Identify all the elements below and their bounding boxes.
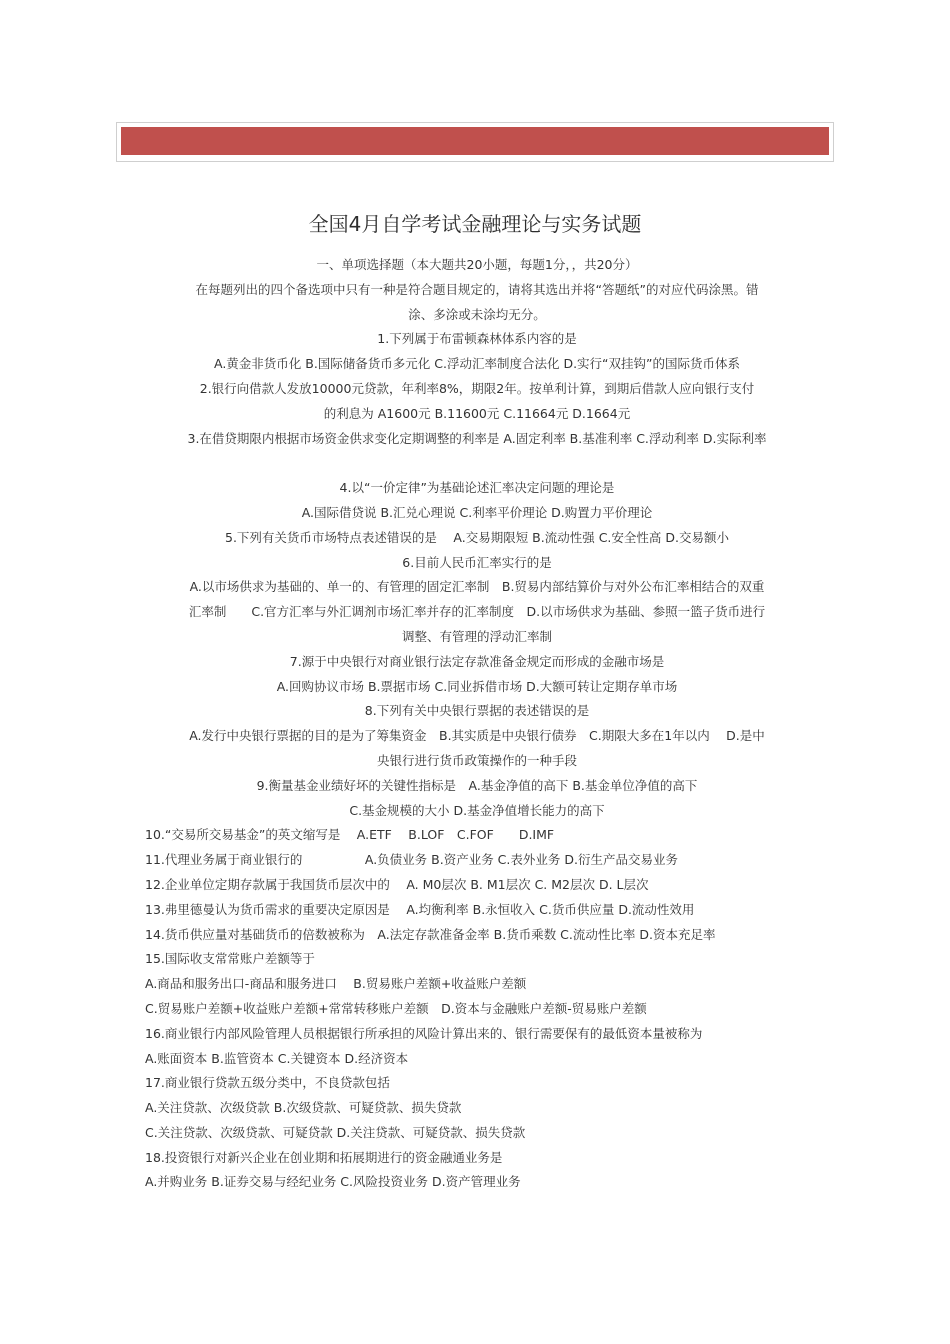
question-18-options: A.并购业务 B.证券交易与经纪业务 C.风险投资业务 D.资产管理业务 xyxy=(145,1174,521,1190)
question-1: 1.下列属于布雷顿森林体系内容的是 xyxy=(377,331,577,347)
question-16: 16.商业银行内部风险管理人员根据银行所承担的风险计算出来的、银行需要保有的最低资本量被称为 xyxy=(145,1025,703,1041)
question-2-cont: 的利息为 A1600元 B.11600元 C.11664元 D.1664元 xyxy=(323,405,631,421)
question-12: 12.企业单位定期存款属于我国货币层次中的 A. M0层次 B. M1层次 C. M2层次 D. L层次 xyxy=(145,876,649,892)
question-18: 18.投资银行对新兴企业在创业期和拓展期进行的资金融通业务是 xyxy=(145,1149,503,1165)
question-6-options: A.以市场供求为基础的、单一的、有管理的固定汇率制 B.贸易内部结算价与对外公布汇率相结合的双重 xyxy=(189,579,765,595)
question-8: 8.下列有关中央银行票据的表述错误的是 xyxy=(364,703,590,719)
instructions-cont: 涂、多涂或未涂均无分。 xyxy=(408,306,546,322)
question-7: 7.源于中央银行对商业银行法定存款准备金规定而形成的金融市场是 xyxy=(289,653,665,669)
question-17: 17.商业银行贷款五级分类中，不良贷款包括 xyxy=(145,1075,390,1091)
question-4: 4.以“一价定律”为基础论述汇率决定问题的理论是 xyxy=(339,480,615,496)
question-6: 6.目前人民币汇率实行的是 xyxy=(402,554,552,570)
question-8-options-cont: 央银行进行货币政策操作的一种手段 xyxy=(376,752,577,768)
question-15-options-cont: C.贸易账户差额+收益账户差额+常常转移账户差额 D.资本与金融账户差额-贸易账户差额 xyxy=(145,1000,647,1016)
question-1-options: A.黄金非货币化 B.国际储备货币多元化 C.浮动汇率制度合法化 D.实行“双挂钩”的国际货币体系 xyxy=(213,356,741,372)
question-10: 10.“交易所交易基金”的英文缩写是 A.ETF B.LOF C.FOF D.IMF xyxy=(145,827,555,843)
question-15: 15.国际收支常常账户差额等于 xyxy=(145,951,315,967)
question-16-options: A.账面资本 B.监管资本 C.关键资本 D.经济资本 xyxy=(145,1050,409,1066)
question-4-options: A.国际借贷说 B.汇兑心理说 C.利率平价理论 D.购置力平价理论 xyxy=(301,504,653,520)
question-9-options: C.基金规模的大小 D.基金净值增长能力的高下 xyxy=(349,802,605,818)
question-17-options-cont: C.关注贷款、次级贷款、可疑贷款 D.关注贷款、可疑贷款、损失贷款 xyxy=(145,1124,526,1140)
question-6-options-end: 调整、有管理的浮动汇率制 xyxy=(401,628,552,644)
section-heading: 一、单项选择题（本大题共20小题，每题1分，，共20分） xyxy=(316,257,638,272)
question-7-options: A.回购协议市场 B.票据市场 C.同业拆借市场 D.大额可转让定期存单市场 xyxy=(276,678,678,694)
question-11: 11.代理业务属于商业银行的 A.负债业务 B.资产业务 C.表外业务 D.衍生产品交易业务 xyxy=(145,852,678,868)
question-13: 13.弗里德曼认为货币需求的重要决定原因是 A.均衡利率 B.永恒收入 C.货币供应量 D.流动性效用 xyxy=(145,901,695,917)
spacer xyxy=(145,451,809,476)
instructions: 在每题列出的四个备选项中只有一种是符合题目规定的，请将其选出并将“答题纸”的对应代码涂黑。错 xyxy=(195,281,759,297)
banner-red-bar xyxy=(121,127,829,155)
exam-content xyxy=(145,253,809,1195)
question-3: 3.在借贷期限内根据市场资金供求变化定期调整的利率是 A.固定利率 B.基准利率 C.浮动利率 D.实际利率 xyxy=(187,430,767,446)
question-5: 5.下列有关货币市场特点表述错误的是 A.交易期限短 B.流动性强 C.安全性高 D.交易额小 xyxy=(225,529,729,545)
question-8-options: A.发行中央银行票据的目的是为了筹集资金 B.其实质是中央银行债券 C.期限大多在1年以内 D.是中 xyxy=(189,728,765,744)
question-9: 9.衡量基金业绩好坏的关键性指标是 A.基金净值的高下 B.基金单位净值的高下 xyxy=(256,777,698,793)
question-2: 2.银行向借款人发放10000元贷款，年利率8%，期限2年。按单利计算，到期后借款人应向银行支付 xyxy=(199,380,755,396)
page-title: 全国4月自学考试金融理论与实务试题 xyxy=(308,212,642,236)
header-banner xyxy=(116,122,834,162)
question-17-options: A.关注贷款、次级贷款 B.次级贷款、可疑贷款、损失贷款 xyxy=(145,1100,462,1116)
question-14: 14.货币供应量对基础货币的倍数被称为 A.法定存款准备金率 B.货币乘数 C.流动性比率 D.资本充足率 xyxy=(145,926,716,942)
question-15-options: A.商品和服务出口-商品和服务进口 B.贸易账户差额+收益账户差额 xyxy=(145,976,527,992)
question-6-options-cont: 汇率制 C.官方汇率与外汇调剂市场汇率并存的汇率制度 D.以市场供求为基础、参照一篮子货币进行 xyxy=(188,604,766,620)
